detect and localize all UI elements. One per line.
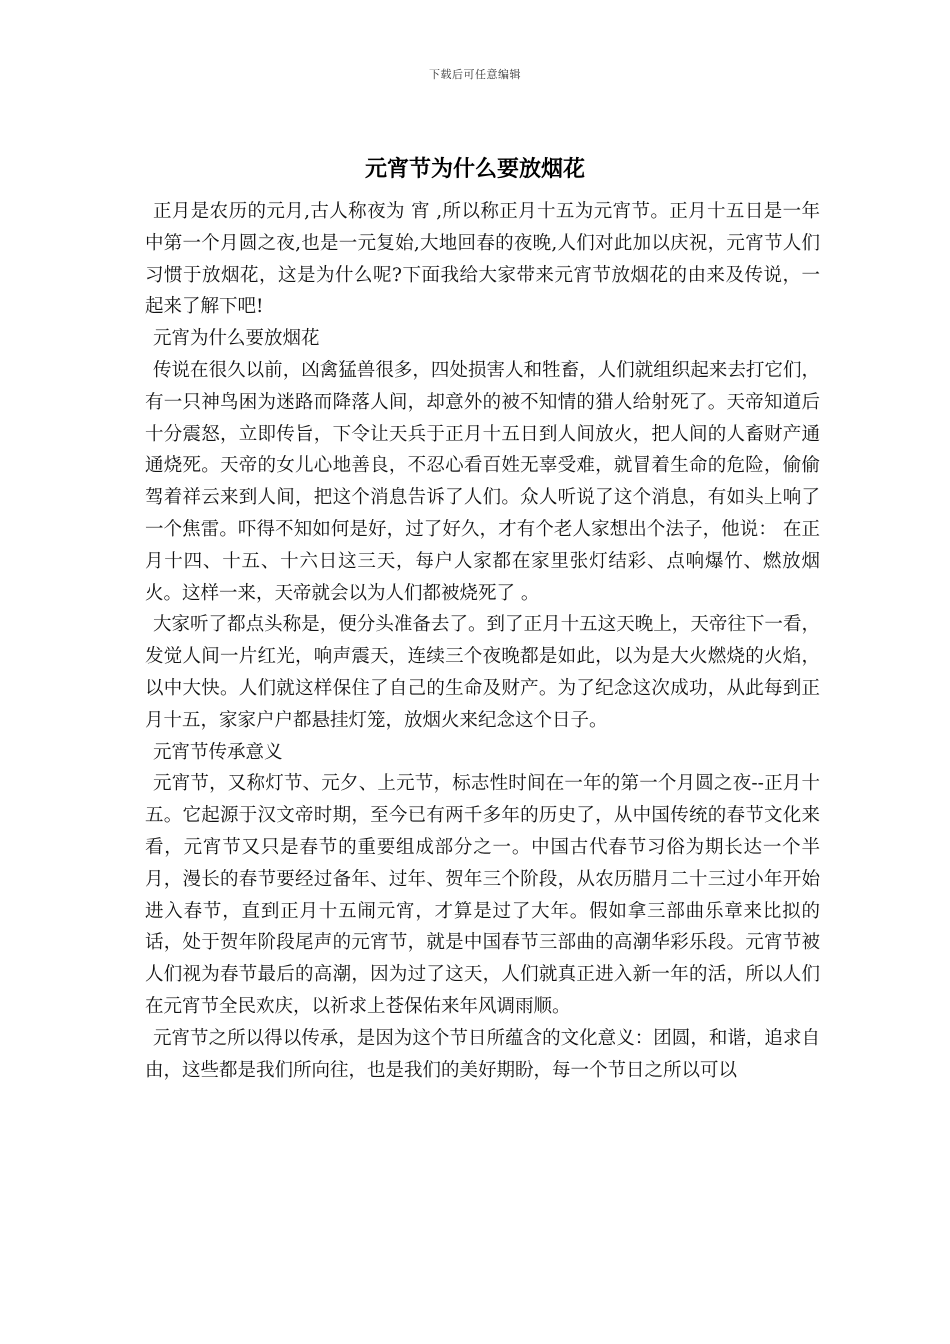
document-body bbox=[145, 196, 820, 1086]
paragraph-significance-1: 元宵节，又称灯节、元夕、上元节，标志性时间在一年的第一个月圆之夜--正月十五。它起源于汉文帝时期，至今已有两千多年的历史了，从中国传统的春节文化来看，元宵节又只是春节的重要组成部分之一。中国古代春节习俗为期长达一个半月，漫长的春节要经过备年、过年、贺年三个阶段，从农历腊月二十三过小年开始进入春节，直到正月十五闹元宵，才算是过了大年。假如拿三部曲乐章来比拟的话，处于贺年阶段尾声的元宵节，就是中国春节三部曲的高潮华彩乐段。元宵节被人们视为春节最后的高潮，因为过了这天，人们就真正进入新一年的活，所以人们在元宵节全民欢庆，以祈求上苍保佑来年风调雨顺。 bbox=[145, 773, 820, 1017]
paragraph-legend-1: 传说在很久以前，凶禽猛兽很多，四处损害人和牲畜，人们就组织起来去打它们，有一只神鸟困为迷路而降落人间，却意外的被不知情的猎人给射死了。天帝知道后十分震怒，立即传旨，下令让天兵于正月十五日到人间放火，把人间的人畜财产通通烧死。天帝的女儿心地善良，不忍心看百姓无辜受难，就冒着生命的危险，偷偷驾着祥云来到人间，把这个消息告诉了人们。众人听说了这个消息，有如头上响了一个焦雷。吓得不知如何是好，过了好久，才有个老人家想出个法子，他说： 在正月十四、十五、十六日这三天，每户人家都在家里张灯结彩、点响爆竹、燃放烟火。这样一来，天帝就会以为人们都被烧死了 。 bbox=[145, 359, 820, 604]
document-title: 元宵节为什么要放烟花 bbox=[364, 156, 585, 182]
section-heading-why-fireworks: 元宵为什么要放烟花 bbox=[153, 328, 320, 350]
paragraph-intro: 正月是农历的元月,古人称夜为 宵 ,所以称正月十五为元宵节。正月十五日是一年中第一个月圆之夜,也是一元复始,大地回春的夜晚,人们对此加以庆祝，元宵节人们习惯于放烟花，这是为什么呢?下面我给大家带来元宵节放烟花的由来及传说，一起来了解下吧! bbox=[145, 201, 820, 318]
header-note: 下载后可任意编辑 bbox=[429, 68, 521, 81]
paragraph-significance-2: 元宵节之所以得以传承，是因为这个节日所蕴含的文化意义：团圆，和谐，追求自由，这些都是我们所向往，也是我们的美好期盼，每一个节日之所以可以 bbox=[145, 1027, 820, 1081]
section-heading-significance: 元宵节传承意义 bbox=[153, 741, 283, 763]
paragraph-legend-2: 大家听了都点头称是，便分头准备去了。到了正月十五这天晚上，天帝往下一看，发觉人间一片红光，响声震天，连续三个夜晚都是如此，以为是大火燃烧的火焰，以中大快。人们就这样保住了自己的生命及财产。为了纪念这次成功，从此每到正月十五，家家户户都悬挂灯笼，放烟火来纪念这个日子。 bbox=[145, 614, 820, 731]
